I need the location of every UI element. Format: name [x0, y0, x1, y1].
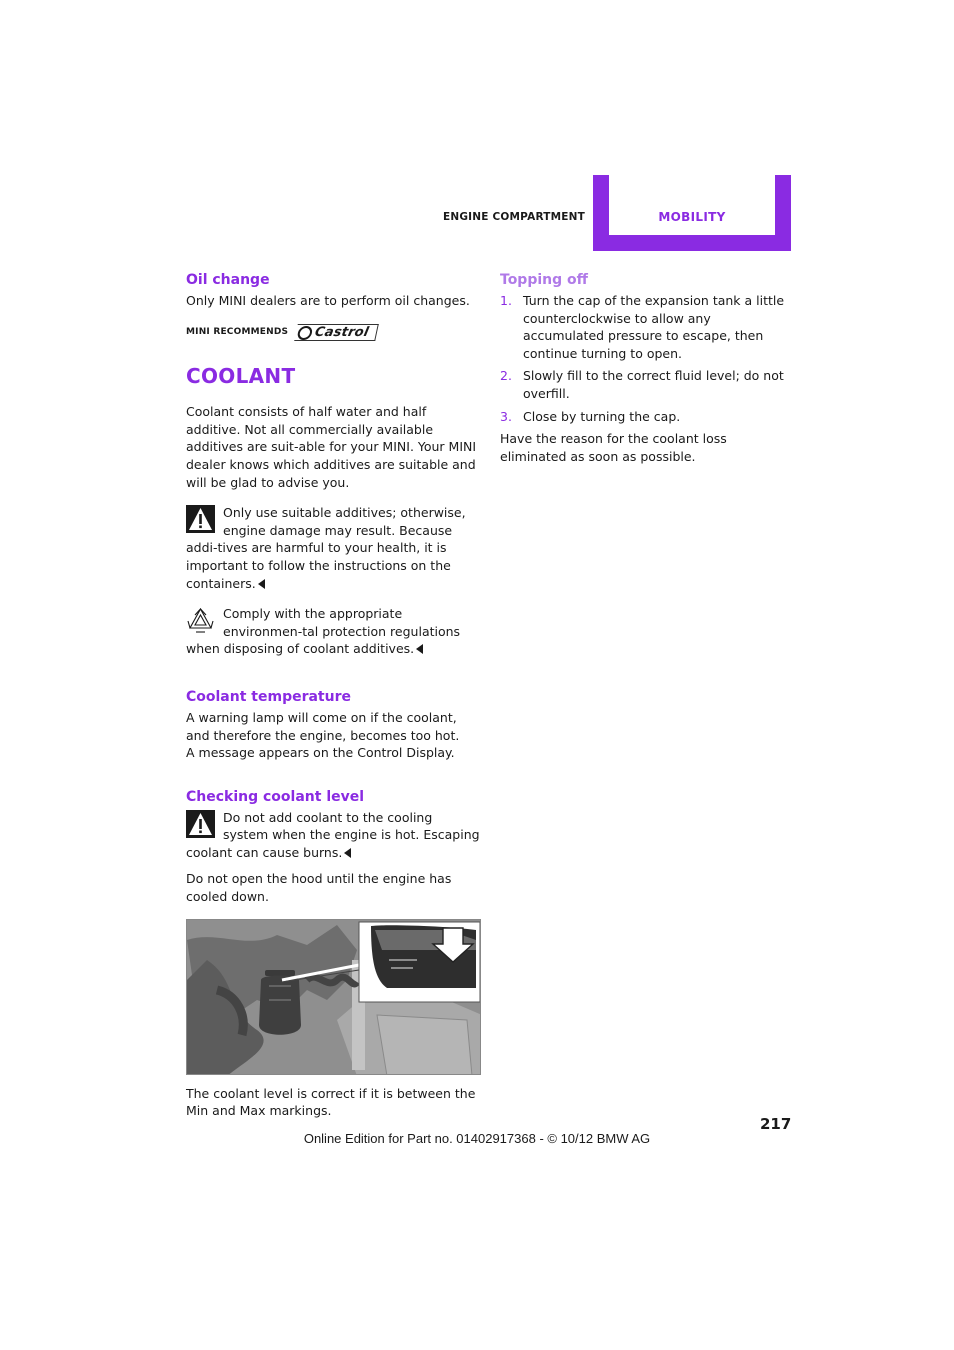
warning-triangle-icon — [186, 505, 215, 533]
hood-text: Do not open the hood until the engine has cooled down. — [186, 871, 452, 905]
mini-recommends — [186, 324, 480, 342]
page-title: COOLANT — [186, 364, 296, 389]
coolant-temperature-heading: Coolant temperature — [186, 688, 351, 705]
environment-text: Comply with the appropriate environmen-tal protection regulations when disposing of coolant additives. — [186, 606, 461, 657]
list-item: 2. Slowly fill to the correct fluid level; do not overfill. — [500, 368, 784, 401]
warning-triangle-icon — [186, 810, 215, 838]
page-number: 217 — [760, 1115, 792, 1133]
chapter-tab-inner — [609, 175, 775, 235]
warning-note-additives — [186, 504, 480, 592]
checking-coolant-heading: Checking coolant level — [186, 788, 365, 805]
control-display-text: A message appears on the Control Display. — [186, 745, 455, 761]
right-column — [500, 270, 791, 470]
mini-recommends-label: MINI RECOMMENDS — [186, 326, 289, 337]
environment-note — [186, 605, 480, 658]
warning-text-hot-engine: Do not add coolant to the cooling system when the engine is hot. Escaping coolant can cause burns. — [186, 809, 480, 860]
chapter-tab-label: MOBILITY — [658, 210, 726, 224]
figure-caption: The coolant level is correct if it is between the Min and Max markings. — [186, 1085, 476, 1119]
oil-change-heading: Oil change — [186, 272, 270, 288]
coolant-temperature-text: A warning lamp will come on if the coolant, and therefore the engine, becomes too hot. — [186, 709, 460, 743]
end-of-note-icon — [416, 644, 423, 654]
engine-bay-drawing — [187, 920, 481, 1075]
warning-text-additives: Only use suitable additives; otherwise, engine damage may result. Because addi-tives are harmful to your health, it is important to follow the instructions on the containers. — [186, 505, 466, 591]
closing-text: Have the reason for the coolant loss eliminated as soon as possible. — [500, 431, 727, 464]
coolant-tank-illustration — [186, 919, 481, 1075]
list-item: 1. Turn the cap of the expansion tank a little counterclockwise to allow any accumulated pressure to escape, then continue turning to open. — [500, 293, 785, 361]
warning-note-hot-engine — [186, 809, 480, 862]
end-of-note-icon — [344, 848, 351, 858]
list-item: 3. Close by turning the cap. — [500, 408, 681, 424]
end-of-note-icon — [258, 579, 265, 589]
topping-off-heading: Topping off — [500, 272, 588, 288]
oil-change-text: Only MINI dealers are to perform oil changes. — [186, 293, 470, 308]
left-column — [186, 270, 480, 1125]
recycle-icon — [186, 606, 215, 634]
coolant-intro: Coolant consists of half water and half additive. Not all commercially available additives are suit-able for your MINI. Your MINI dealer knows which additives are suitable and will be glad to advise you. — [186, 404, 477, 490]
topping-off-steps — [500, 292, 791, 425]
footer: Online Edition for Part no. 01402917368 - © 10/12 BMW AG — [303, 1131, 651, 1146]
castrol-mark-icon — [297, 325, 314, 339]
running-header: ENGINE COMPARTMENT — [443, 211, 585, 223]
castrol-logo: Castrol — [294, 324, 379, 341]
